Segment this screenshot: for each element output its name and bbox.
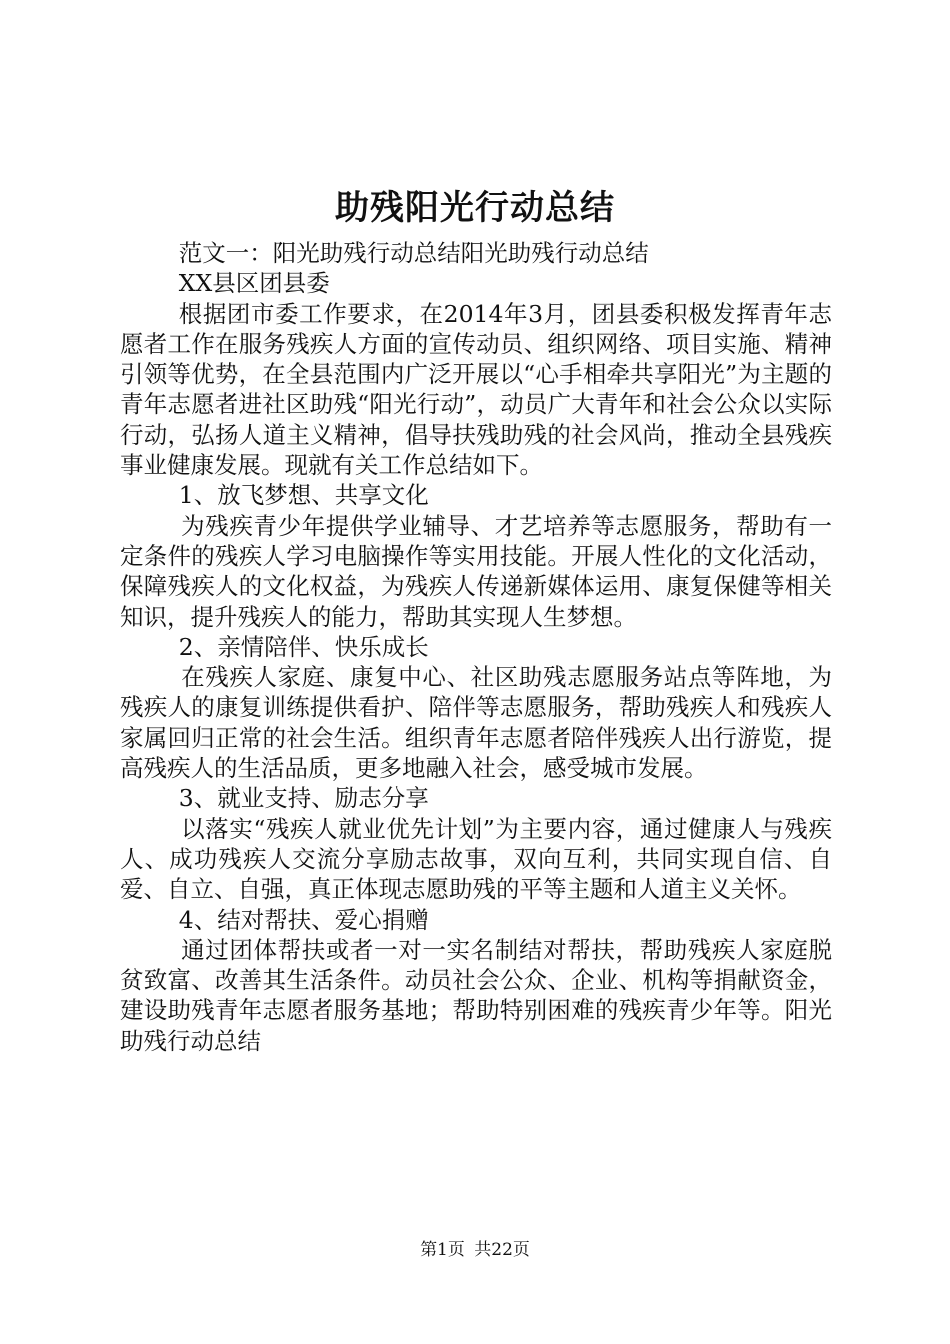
section-heading: 3、就业支持、励志分享 xyxy=(178,784,429,813)
section-heading: 2、亲情陪伴、快乐成长 xyxy=(178,632,429,661)
page-footer xyxy=(0,1238,950,1262)
document-subtitle: 范文一：阳光助残行动总结阳光助残行动总结 xyxy=(178,239,649,267)
section-text: 在残疾人家庭、康复中心、社区助残志愿服务站点等阵地，为残疾人的康复训练提供看护、陪伴等志愿服务，帮助残疾人和残疾人家属回归正常的社会生活。组织青年志愿者陪伴残疾人出行游览，提高残疾人的生活品质，更多地融入社会，感受城市发展。 xyxy=(120,663,832,783)
section-text: 以落实“残疾人就业优先计划”为主要内容，通过健康人与残疾人、成功残疾人交流分享励志故事，双向互利，共同实现自信、自爱、自立、自强，真正体现志愿助残的平等主题和人道主义关怀。 xyxy=(120,814,832,904)
section-heading: 4、结对帮扶、爱心捐赠 xyxy=(178,905,429,934)
page-total: 共22页 xyxy=(474,1240,530,1260)
page-number: 第1页 xyxy=(420,1240,465,1260)
section-text: 通过团体帮扶或者一对一实名制结对帮扶，帮助残疾人家庭脱贫致富、改善其生活条件。动员社会公众、企业、机构等捐献资金，建设助残青年志愿者服务基地；帮助特别困难的残疾青少年等。阳光助残行动总结 xyxy=(120,935,832,1055)
organization-line: XX县区团县委 xyxy=(178,269,330,298)
document-body xyxy=(120,238,832,1056)
intro-paragraph: 根据团市委工作要求，在2014年3月，团县委积极发挥青年志愿者工作在服务残疾人方面的宣传动员、组织网络、项目实施、精神引领等优势，在全县范围内广泛开展以“心手相牵共享阳光”为主题的青年志愿者进社区助残“阳光行动”，动员广大青年和社会公众以实际行动，弘扬人道主义精神，倡导扶残助残的社会风尚，推动全县残疾事业健康发展。现就有关工作总结如下。 xyxy=(120,299,832,480)
document-title: 助残阳光行动总结 xyxy=(335,188,615,228)
section-text: 为残疾青少年提供学业辅导、才艺培养等志愿服务，帮助有一定条件的残疾人学习电脑操作等实用技能。开展人性化的文化活动，保障残疾人的文化权益，为残疾人传递新媒体运用、康复保健等相关知识，提升残疾人的能力，帮助其实现人生梦想。 xyxy=(120,511,832,631)
section-heading: 1、放飞梦想、共享文化 xyxy=(178,481,429,510)
